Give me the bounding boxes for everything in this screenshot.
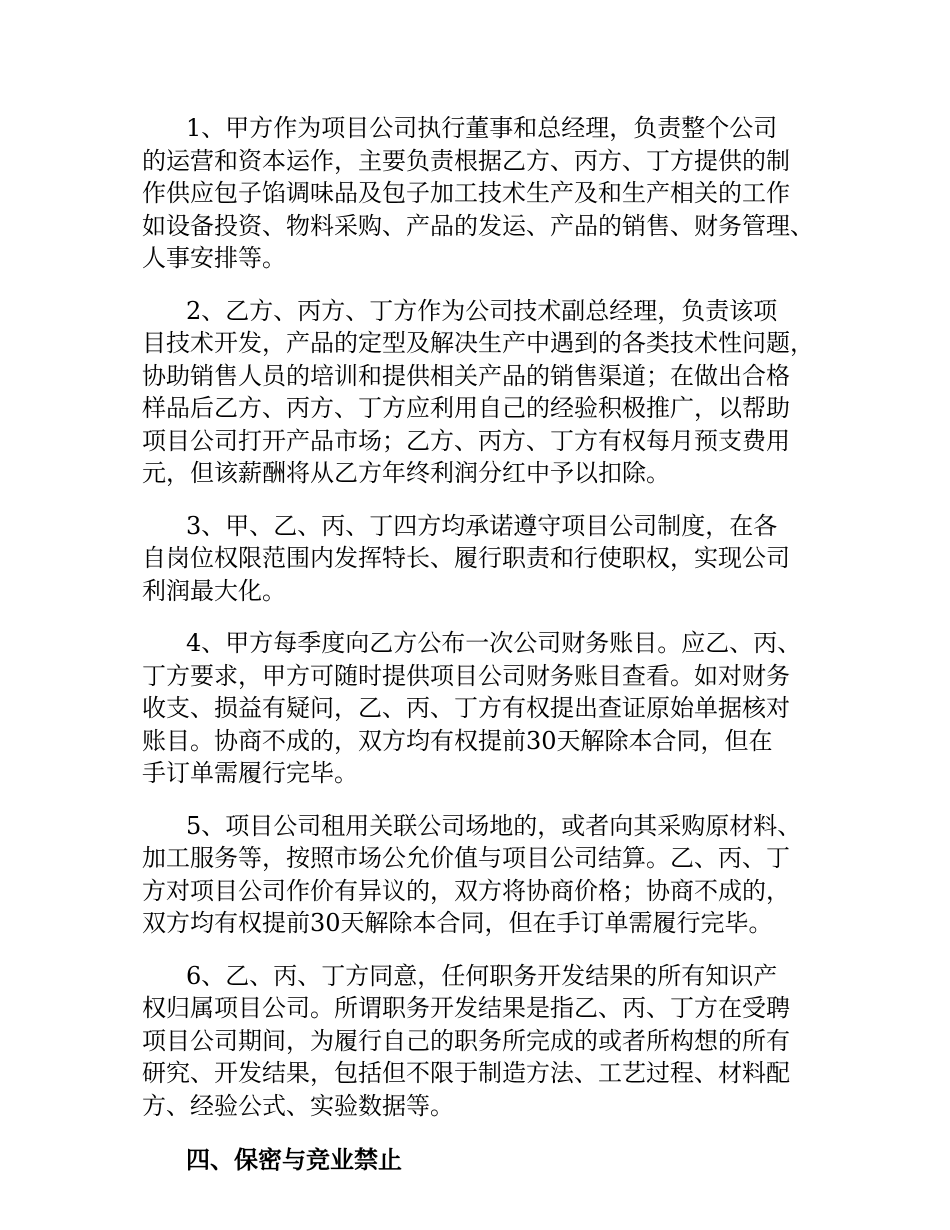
paragraph-line: 账目。协商不成的，双方均有权提前30天解除本合同，但在 [142, 726, 773, 755]
paragraph-line: 样品后乙方、丙方、丁方应利用自己的经验积极推广，以帮助 [142, 394, 790, 422]
clause-5 [142, 810, 828, 940]
paragraph-line: 手订单需履行完毕。 [142, 759, 358, 787]
paragraph-line: 双方均有权提前30天解除本合同，但在手订单需履行完毕。 [142, 909, 773, 937]
paragraph-line: 项目公司打开产品市场；乙方、丙方、丁方有权每月预支费用 [142, 426, 790, 455]
paragraph-line: 3、甲、乙、丙、丁四方均承诺遵守项目公司制度，在各 [186, 511, 778, 540]
document-page [142, 112, 828, 1177]
clause-2 [142, 295, 828, 490]
paragraph-line: 目技术开发，产品的定型及解决生产中遇到的各类技术性问题， [142, 329, 814, 357]
clause-6 [142, 960, 828, 1123]
paragraph-line: 方、经验公式、实验数据等。 [142, 1091, 454, 1120]
paragraph-line: 利润最大化。 [142, 576, 286, 605]
clause-3 [142, 510, 828, 608]
paragraph-line: 如设备投资、物料采购、产品的发运、产品的销售、财务管理、 [142, 211, 814, 240]
paragraph-line: 项目公司期间，为履行自己的职务所完成的或者所构想的所有 [142, 1026, 790, 1055]
paragraph-line: 方对项目公司作价有异议的，双方将协商价格；协商不成的， [142, 876, 790, 905]
paragraph-line: 的运营和资本运作，主要负责根据乙方、丙方、丁方提供的制 [142, 146, 790, 175]
paragraph-line: 2、乙方、丙方、丁方作为公司技术副总经理，负责该项 [186, 296, 778, 325]
paragraph-line: 自岗位权限范围内发挥特长、履行职责和行使职权，实现公司 [142, 544, 790, 572]
paragraph-line: 5、项目公司租用关联公司场地的，或者向其采购原材料、 [186, 811, 802, 840]
paragraph-line: 加工服务等，按照市场公允价值与项目公司结算。乙、丙、丁 [142, 844, 790, 872]
paragraph-line: 收支、损益有疑问，乙、丙、丁方有权提出查证原始单据核对 [142, 694, 790, 722]
paragraph-line: 1、甲方作为项目公司执行董事和总经理，负责整个公司 [186, 114, 778, 142]
paragraph-line: 研究、开发结果，包括但不限于制造方法、工艺过程、材料配 [142, 1059, 790, 1087]
paragraph-line: 作供应包子馅调味品及包子加工技术生产及和生产相关的工作 [142, 179, 790, 207]
clause-4 [142, 627, 828, 790]
clause-1 [142, 112, 828, 275]
paragraph-line: 4、甲方每季度向乙方公布一次公司财务账目。应乙、丙、 [186, 629, 802, 657]
paragraph-line: 权归属项目公司。所谓职务开发结果是指乙、丙、丁方在受聘 [142, 994, 790, 1022]
paragraph-line: 人事安排等。 [142, 244, 286, 272]
paragraph-line: 6、乙、丙、丁方同意，任何职务开发结果的所有知识产 [186, 961, 778, 990]
paragraph-line: 协助销售人员的培训和提供相关产品的销售渠道；在做出合格 [142, 361, 790, 390]
paragraph-line: 丁方要求，甲方可随时提供项目公司财务账目查看。如对财务 [142, 661, 790, 690]
paragraph-line: 元，但该薪酬将从乙方年终利润分红中予以扣除。 [142, 459, 670, 487]
section-heading: 四、保密与竞业禁止 [186, 1145, 402, 1174]
